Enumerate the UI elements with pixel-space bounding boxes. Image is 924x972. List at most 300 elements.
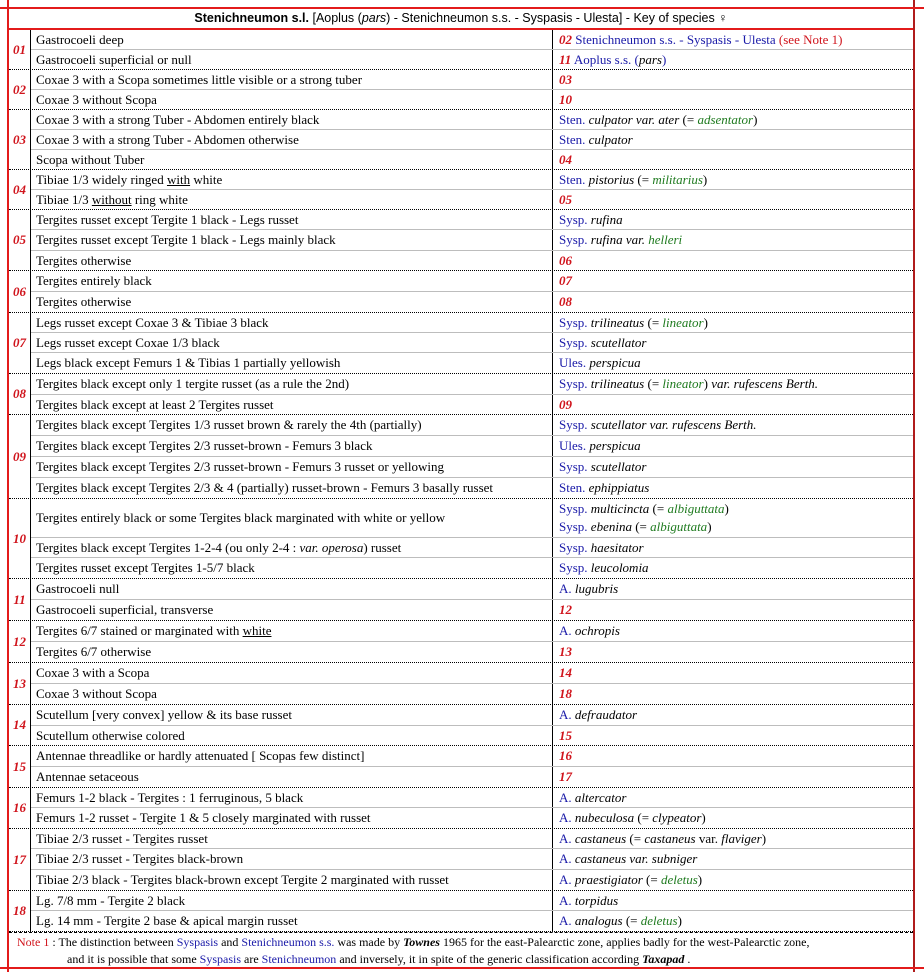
genus-abbrev: A. (559, 623, 572, 638)
couplet-lines (30, 313, 913, 373)
couplet-number: 13 (13, 675, 26, 691)
species-name: culpator var. ater (585, 112, 680, 127)
species-name: trilineatus (587, 315, 645, 330)
desc-variety: var. operosa (299, 540, 364, 555)
couplet-number: 05 (13, 232, 26, 247)
character-description: Tergites otherwise (31, 292, 553, 312)
desc-text: ring white (131, 192, 188, 207)
species-name: leucolomia (587, 560, 649, 575)
synonym-close: ) (703, 376, 708, 391)
result-cell (553, 130, 913, 149)
character-description: Gastrocoeli null (31, 579, 553, 599)
couplet-lines (30, 663, 913, 704)
synonym-close: ) (703, 315, 708, 330)
couplet-number: 04 (13, 181, 26, 197)
key-row (31, 353, 913, 373)
genus-abbrev: Sten. (559, 172, 586, 187)
species-name: analogus (571, 913, 623, 928)
character-description: Gastrocoeli deep (31, 30, 553, 49)
genus-abbrev: Ules. (559, 438, 587, 453)
character-description: Antennae threadlike or hardly attenuated [ Scopas few distinct] (31, 746, 553, 766)
key-title (9, 9, 913, 28)
species-name: altercator (571, 790, 627, 805)
species-name: ochropis (571, 623, 620, 638)
genus-abbrev: Sysp. (559, 459, 588, 474)
genus-abbrev: A. (559, 790, 572, 805)
species-name: scutellator (587, 335, 647, 350)
character-description: Legs black except Femurs 1 & Tibias 1 partially yellowish (31, 353, 553, 373)
goto-couplet-link[interactable]: 11 (559, 52, 572, 67)
couplet-lines (30, 891, 913, 931)
note-author: Townes (403, 935, 440, 949)
goto-couplet-link[interactable]: 13 (559, 644, 572, 659)
key-row (31, 600, 913, 620)
result-cell (553, 499, 913, 537)
goto-couplet-link[interactable]: 09 (559, 397, 572, 412)
key-row (31, 499, 913, 538)
key-row (31, 210, 913, 230)
couplet-lines (30, 271, 913, 312)
goto-couplet-link[interactable]: 07 (559, 273, 572, 288)
couplet-12 (9, 621, 913, 663)
character-description: Gastrocoeli superficial, transverse (31, 600, 553, 620)
key-row (31, 849, 913, 870)
genus-abbrev: A. (559, 913, 572, 928)
result-cell (553, 705, 913, 725)
genus-abbrev: Sten. (559, 480, 586, 495)
species-name: pars (638, 52, 662, 67)
note-text: and (218, 935, 242, 949)
character-description: Tergites entirely black (31, 271, 553, 291)
key-row (31, 767, 913, 787)
character-description: Tergites 6/7 otherwise (31, 642, 553, 662)
key-row (31, 911, 913, 931)
character-description: Scopa without Tuber (31, 150, 553, 169)
desc-text: Tergites 6/7 stained or marginated with (36, 623, 243, 638)
couplet-lines (30, 70, 913, 109)
species-name: haesitator (587, 540, 644, 555)
character-description (31, 190, 553, 209)
genus-abbrev: Stenichneumon s.s. - Syspasis - Ulesta (572, 32, 776, 47)
result-cell (553, 415, 913, 435)
couplet-17 (9, 829, 913, 891)
couplet-lines (30, 621, 913, 662)
species-name: rufina (587, 212, 623, 227)
key-row (31, 746, 913, 767)
character-description (31, 170, 553, 189)
key-row (31, 726, 913, 745)
couplet-number: 02 (13, 81, 26, 97)
character-description: Antennae setaceous (31, 767, 553, 787)
couplet-lines (30, 788, 913, 828)
species-name: multicincta (587, 501, 650, 516)
synonym-open: (= (626, 831, 645, 846)
couplet-09 (9, 415, 913, 499)
species-name: praestigiator (571, 872, 643, 887)
key-row (31, 395, 913, 414)
couplet-lines (30, 579, 913, 620)
result-cell (553, 50, 913, 69)
couplet-number: 14 (13, 717, 26, 732)
goto-couplet-link[interactable]: 14 (559, 665, 572, 680)
species-name: ephippiatus (585, 480, 650, 495)
synonym-name: adsentator (697, 112, 754, 127)
character-description: Tibiae 2/3 black - Tergites black-brown except Tergite 2 marginated with russet (31, 870, 553, 890)
synonym-name: clypeator (652, 810, 702, 825)
result-cell (553, 538, 913, 557)
couplet-14 (9, 705, 913, 746)
couplet-lines (30, 210, 913, 270)
synonym-open: (= (622, 913, 641, 928)
species-name: castaneus (571, 831, 627, 846)
result-cell (553, 210, 913, 229)
result-cell (553, 808, 913, 828)
couplet-15 (9, 746, 913, 788)
character-description: Tergites russet except Tergite 1 black - Legs mainly black (31, 230, 553, 250)
result-cell (553, 230, 913, 250)
couplet-number: 06 (13, 283, 26, 299)
synonym-close: ) (701, 810, 706, 825)
result-cell (553, 436, 913, 456)
result-cell (553, 746, 913, 766)
couplet-lines (30, 746, 913, 787)
character-description: Tibiae 2/3 russet - Tergites russet (31, 829, 553, 848)
footnote (9, 932, 913, 967)
key-row (31, 150, 913, 169)
desc-text: ) russet (363, 540, 402, 555)
genus-abbrev: Sysp. (559, 315, 588, 330)
result-cell (553, 726, 913, 745)
character-description: Femurs 1-2 black - Tergites : 1 ferruginous, 5 black (31, 788, 553, 807)
var-label: var. (695, 831, 722, 846)
goto-couplet-link[interactable]: 17 (559, 769, 572, 784)
result-cell (553, 457, 913, 477)
species-name: culpator (585, 132, 633, 147)
character-description: Tergites entirely black or some Tergites black marginated with white or yellow (31, 499, 553, 537)
result-cell (553, 911, 913, 931)
couplet-16 (9, 788, 913, 829)
character-description: Femurs 1-2 russet - Tergite 1 & 5 closely marginated with russet (31, 808, 553, 828)
desc-emphasis: with (166, 172, 191, 187)
result-cell (553, 478, 913, 498)
synonym-name: militarius (652, 172, 703, 187)
genus-abbrev: Sysp. (559, 540, 588, 555)
key-row (31, 436, 913, 457)
key-row (31, 50, 913, 69)
goto-couplet-link[interactable]: 10 (559, 92, 572, 107)
key-row (31, 891, 913, 911)
character-description: Coxae 3 with a strong Tuber - Abdomen otherwise (31, 130, 553, 149)
note-text: was made by (334, 935, 404, 949)
synonym-open: (= (679, 112, 698, 127)
character-description (31, 621, 553, 641)
result-cell (553, 90, 913, 109)
couplet-number: 17 (13, 851, 26, 867)
key-row (31, 313, 913, 333)
goto-couplet-link[interactable]: 05 (559, 192, 572, 207)
note-text: are (241, 952, 262, 966)
result-cell (553, 150, 913, 169)
goto-couplet-link[interactable]: 15 (559, 728, 572, 743)
synonym-name: castaneus (644, 831, 696, 846)
synonym-open: (= (644, 315, 663, 330)
key-row (31, 251, 913, 270)
key-row (31, 808, 913, 828)
key-row (31, 478, 913, 498)
result-cell (553, 271, 913, 291)
species-name: ebenina (587, 519, 632, 534)
couplet-11 (9, 579, 913, 621)
key-row (31, 829, 913, 849)
genus-abbrev: Sten. (559, 132, 586, 147)
desc-emphasis: white (242, 623, 272, 638)
goto-couplet-link[interactable]: 18 (559, 686, 572, 701)
species-name: nubeculosa (571, 810, 635, 825)
species-name: lugubris (571, 581, 619, 596)
synonym-name: helleri (648, 232, 683, 247)
species-name: defraudator (571, 707, 638, 722)
genus-abbrev: Sysp. (559, 376, 588, 391)
key-row (31, 190, 913, 209)
synonym-close: ) (677, 913, 682, 928)
synonym-close: ) (702, 172, 708, 187)
couplet-01 (9, 30, 913, 70)
genus-abbrev: A. (559, 810, 572, 825)
result-cell (553, 70, 913, 89)
synonym-open: (= (644, 376, 663, 391)
species-name: trilineatus (587, 376, 645, 391)
note-text: : The distinction between (49, 935, 177, 949)
genus-abbrev: Sysp. (559, 335, 588, 350)
note-genus-link: Stenichneumon (261, 952, 337, 966)
genus-abbrev: A. (559, 851, 572, 866)
couplet-number: 15 (13, 758, 26, 774)
note-genus-link: Syspasis (199, 952, 241, 966)
note-label: Note 1 (17, 935, 50, 949)
desc-text: Tergites black except Tergites 1-2-4 (ou only 2-4 : (36, 540, 300, 555)
couplet-lines (30, 499, 913, 578)
genus-abbrev: Sysp. (559, 501, 588, 516)
key-row (31, 374, 913, 395)
synonym-open: (= (634, 810, 653, 825)
key-row (31, 90, 913, 109)
key-row (31, 333, 913, 353)
couplet-number: 08 (13, 386, 26, 401)
note-source: Taxapad (642, 952, 685, 966)
genus-abbrev: Ules. (559, 355, 587, 370)
couplet-number: 16 (13, 800, 26, 815)
footnote-line-1 (9, 934, 913, 951)
couplet-lines (30, 374, 913, 414)
title-italic: pars (361, 11, 387, 25)
desc-text: Tibiae 1/3 (36, 192, 92, 207)
character-description: Gastrocoeli superficial or null (31, 50, 553, 69)
key-row (31, 621, 913, 642)
character-description: Tergites otherwise (31, 251, 553, 270)
result-cell (553, 558, 913, 578)
key-row (31, 705, 913, 726)
result-cell (553, 579, 913, 599)
couplet-10 (9, 499, 913, 579)
character-description: Lg. 7/8 mm - Tergite 2 black (31, 891, 553, 910)
couplet-lines (30, 415, 913, 498)
desc-text: white (190, 172, 223, 187)
result-cell (553, 621, 913, 641)
synonym-name: deletus (660, 872, 698, 887)
goto-couplet-link[interactable]: 04 (559, 152, 572, 167)
couplet-07 (9, 313, 913, 374)
goto-couplet-link[interactable]: 03 (559, 72, 572, 87)
result-cell (553, 870, 913, 890)
character-description: Scutellum otherwise colored (31, 726, 553, 745)
couplet-number: 07 (13, 335, 26, 350)
couplet-04 (9, 170, 913, 210)
genus-abbrev: Aoplus s.s. ( (571, 52, 639, 67)
character-description: Coxae 3 with a Scopa (31, 663, 553, 683)
result-cell (553, 353, 913, 373)
couplet-number: 01 (13, 41, 26, 57)
note-text: and inversely, it in spite of the generic classification according (336, 952, 643, 966)
desc-text: Tibiae 1/3 widely ringed (36, 172, 167, 187)
genus-abbrev: A. (559, 831, 572, 846)
genus-abbrev: Sysp. (559, 232, 588, 247)
key-row (31, 170, 913, 190)
couplet-lines (30, 829, 913, 890)
couplet-number: 11 (13, 591, 26, 607)
couplet-number: 12 (13, 633, 26, 649)
result-cell (553, 374, 913, 394)
species-name: scutellator var. rufescens Berth. (587, 417, 757, 432)
synonym-close: ) (753, 112, 758, 127)
genus-abbrev: Sysp. (559, 212, 588, 227)
couplet-number: 09 (13, 448, 26, 464)
key-row (31, 457, 913, 478)
character-description: Legs russet except Coxae 1/3 black (31, 333, 553, 352)
result-cell (553, 292, 913, 312)
goto-couplet-link[interactable]: 12 (559, 602, 572, 617)
key-row (31, 579, 913, 600)
character-description: Legs russet except Coxae 3 & Tibiae 3 black (31, 313, 553, 332)
synonym-close: ) (724, 501, 729, 516)
couplet-02 (9, 70, 913, 110)
key-row (31, 642, 913, 662)
title-part: ) - Stenichneumon s.s. - Syspasis - Ulesta] - Key of species ♀ (386, 11, 728, 25)
genus-abbrev: Sten. (559, 112, 586, 127)
result-cell (553, 788, 913, 807)
synonym-close: ) (697, 872, 703, 887)
key-row (31, 130, 913, 150)
character-description: Coxae 3 with a strong Tuber - Abdomen entirely black (31, 110, 553, 129)
result-cell (553, 30, 913, 49)
result-line (559, 518, 913, 536)
goto-couplet-link[interactable]: 06 (559, 253, 572, 268)
synonym-name: deletus (640, 913, 678, 928)
synonym-close: ) (761, 831, 767, 846)
footnote-line-2 (9, 951, 913, 968)
desc-emphasis: without (91, 192, 132, 207)
result-cell (553, 251, 913, 270)
species-name: scutellator (587, 459, 647, 474)
couplet-lines (30, 170, 913, 209)
note-genus-link: Syspasis (176, 935, 219, 949)
couplet-06 (9, 271, 913, 313)
key-row (31, 415, 913, 436)
synonym-name: albiguttata (650, 519, 708, 534)
couplet-lines (30, 705, 913, 745)
character-description: Tergites black except Tergites 2/3 russet-brown - Femurs 3 black (31, 436, 553, 456)
goto-couplet-link[interactable]: 16 (559, 748, 572, 763)
couplet-05 (9, 210, 913, 271)
species-name: castaneus var. subniger (571, 851, 698, 866)
result-cell (553, 190, 913, 209)
key-row (31, 110, 913, 130)
genus-abbrev: A. (559, 872, 572, 887)
species-name: perspicua (586, 438, 641, 453)
note-genus-link: Stenichneumon s.s. (241, 935, 335, 949)
genus-abbrev: Sysp. (559, 560, 588, 575)
synonym-name: lineator (662, 315, 704, 330)
couplet-number: 10 (13, 530, 26, 546)
key-table (9, 30, 913, 932)
couplet-number: 03 (13, 131, 26, 147)
result-cell (553, 333, 913, 352)
title-genus: Stenichneumon s.l. (194, 11, 309, 25)
goto-couplet-link[interactable]: 02 (559, 32, 572, 47)
note-text: 1965 for the east-Palearctic zone, applies badly for the west-Palearctic zone, (439, 935, 810, 949)
result-cell (553, 110, 913, 129)
synonym-open: (= (649, 501, 668, 516)
see-note-link[interactable]: (see Note 1) (775, 32, 843, 47)
character-description: Coxae 3 without Scopa (31, 90, 553, 109)
frame-right-border (913, 0, 915, 972)
couplet-18 (9, 891, 913, 932)
result-cell (553, 849, 913, 869)
key-row (31, 663, 913, 684)
species-name: torpidus (571, 893, 619, 908)
key-row (31, 230, 913, 251)
variety-name: var. rufescens Berth. (707, 376, 819, 391)
couplet-13 (9, 663, 913, 705)
note-text: and it is possible that some (67, 952, 200, 966)
result-cell (553, 313, 913, 332)
synonym-open: (= (631, 519, 651, 534)
character-description: Lg. 14 mm - Tergite 2 base & apical margin russet (31, 911, 553, 931)
synonym-open: (= (634, 172, 653, 187)
key-row (31, 870, 913, 890)
couplet-number: 18 (13, 903, 26, 918)
genus-abbrev: Sysp. (559, 417, 588, 432)
couplet-08 (9, 374, 913, 415)
genus-suffix: ) (661, 52, 667, 67)
variety-name: flaviger (721, 831, 762, 846)
key-row (31, 292, 913, 312)
synonym-name: lineator (662, 376, 704, 391)
character-description: Tergites russet except Tergites 1-5/7 black (31, 558, 553, 578)
character-description: Tergites black except Tergites 1/3 russet brown & rarely the 4th (partially) (31, 415, 553, 435)
key-row (31, 684, 913, 704)
key-row (31, 30, 913, 50)
result-cell (553, 395, 913, 414)
result-cell (553, 891, 913, 910)
species-name: rufina var. (587, 232, 649, 247)
goto-couplet-link[interactable]: 08 (559, 294, 572, 309)
result-cell (553, 829, 913, 848)
character-description: Tergites black except Tergites 2/3 & 4 (partially) russet-brown - Femurs 3 basally russet (31, 478, 553, 498)
character-description: Tergites black except at least 2 Tergites russet (31, 395, 553, 414)
couplet-03 (9, 110, 913, 170)
result-cell (553, 684, 913, 704)
result-cell (553, 767, 913, 787)
